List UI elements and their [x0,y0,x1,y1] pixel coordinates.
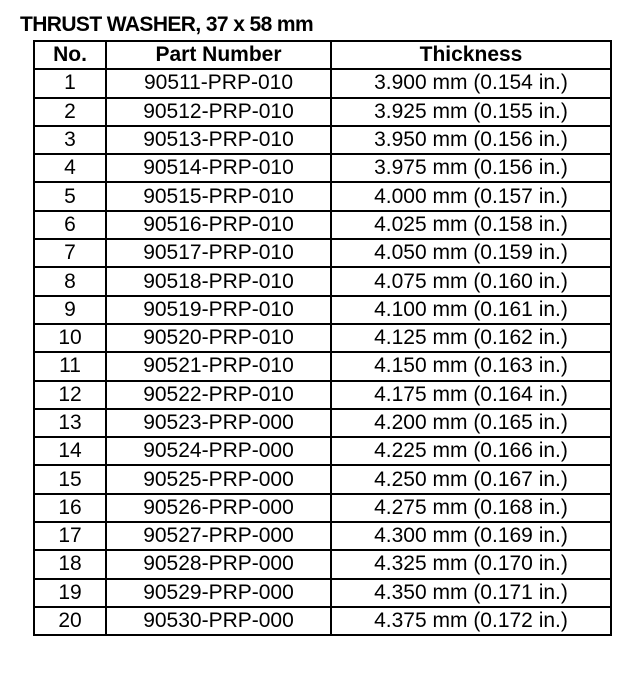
table-row [34,607,611,635]
table-row [34,352,611,380]
table-row [34,126,611,154]
cell-thickness: 4.250 mm (0.167 in.) [331,465,611,493]
cell-thickness: 4.075 mm (0.160 in.) [331,267,611,295]
cell-part-number: 90524-PRP-000 [106,437,331,465]
cell-part-number: 90527-PRP-000 [106,522,331,550]
cell-thickness: 4.275 mm (0.168 in.) [331,494,611,522]
table-row [34,409,611,437]
cell-part-number: 90515-PRP-010 [106,182,331,210]
cell-part-number: 90522-PRP-010 [106,381,331,409]
cell-thickness: 4.225 mm (0.166 in.) [331,437,611,465]
cell-thickness: 4.325 mm (0.170 in.) [331,550,611,578]
cell-no: 14 [34,437,106,465]
cell-thickness: 4.175 mm (0.164 in.) [331,381,611,409]
cell-part-number: 90528-PRP-000 [106,550,331,578]
cell-part-number: 90511-PRP-010 [106,69,331,97]
cell-no: 17 [34,522,106,550]
table-row [34,522,611,550]
cell-no: 6 [34,211,106,239]
table-row [34,98,611,126]
cell-no: 8 [34,267,106,295]
cell-no: 1 [34,69,106,97]
table-row [34,182,611,210]
cell-part-number: 90523-PRP-000 [106,409,331,437]
thrust-washer-table [33,40,612,636]
cell-thickness: 4.100 mm (0.161 in.) [331,296,611,324]
table-row [34,437,611,465]
cell-thickness: 4.025 mm (0.158 in.) [331,211,611,239]
table-row [34,550,611,578]
cell-no: 19 [34,579,106,607]
cell-part-number: 90521-PRP-010 [106,352,331,380]
cell-part-number: 90518-PRP-010 [106,267,331,295]
table-row [34,324,611,352]
cell-no: 7 [34,239,106,267]
cell-part-number: 90525-PRP-000 [106,465,331,493]
table-row [34,239,611,267]
cell-thickness: 3.950 mm (0.156 in.) [331,126,611,154]
table-body [34,69,611,635]
cell-no: 2 [34,98,106,126]
cell-thickness: 4.050 mm (0.159 in.) [331,239,611,267]
cell-part-number: 90520-PRP-010 [106,324,331,352]
table-row [34,267,611,295]
cell-no: 5 [34,182,106,210]
cell-no: 18 [34,550,106,578]
cell-part-number: 90512-PRP-010 [106,98,331,126]
header-part-number: Part Number [106,41,331,69]
header-no: No. [34,41,106,69]
cell-no: 16 [34,494,106,522]
table-row [34,296,611,324]
table-row [34,69,611,97]
header-thickness: Thickness [331,41,611,69]
cell-thickness: 3.925 mm (0.155 in.) [331,98,611,126]
cell-part-number: 90519-PRP-010 [106,296,331,324]
table-row [34,381,611,409]
cell-thickness: 4.150 mm (0.163 in.) [331,352,611,380]
cell-no: 10 [34,324,106,352]
cell-thickness: 4.350 mm (0.171 in.) [331,579,611,607]
page-title: THRUST WASHER, 37 x 58 mm [20,13,314,36]
table-row [34,494,611,522]
cell-part-number: 90514-PRP-010 [106,154,331,182]
cell-no: 4 [34,154,106,182]
cell-no: 3 [34,126,106,154]
table-row [34,211,611,239]
cell-no: 12 [34,381,106,409]
cell-thickness: 3.900 mm (0.154 in.) [331,69,611,97]
cell-no: 15 [34,465,106,493]
table-row [34,579,611,607]
cell-part-number: 90516-PRP-010 [106,211,331,239]
cell-part-number: 90530-PRP-000 [106,607,331,635]
table-row [34,154,611,182]
cell-part-number: 90526-PRP-000 [106,494,331,522]
cell-no: 13 [34,409,106,437]
cell-no: 20 [34,607,106,635]
cell-thickness: 4.375 mm (0.172 in.) [331,607,611,635]
cell-no: 9 [34,296,106,324]
cell-thickness: 4.200 mm (0.165 in.) [331,409,611,437]
cell-part-number: 90529-PRP-000 [106,579,331,607]
cell-part-number: 90517-PRP-010 [106,239,331,267]
cell-thickness: 4.300 mm (0.169 in.) [331,522,611,550]
table-header-row [34,41,611,69]
cell-thickness: 4.125 mm (0.162 in.) [331,324,611,352]
cell-thickness: 4.000 mm (0.157 in.) [331,182,611,210]
cell-thickness: 3.975 mm (0.156 in.) [331,154,611,182]
table-row [34,465,611,493]
cell-no: 11 [34,352,106,380]
cell-part-number: 90513-PRP-010 [106,126,331,154]
